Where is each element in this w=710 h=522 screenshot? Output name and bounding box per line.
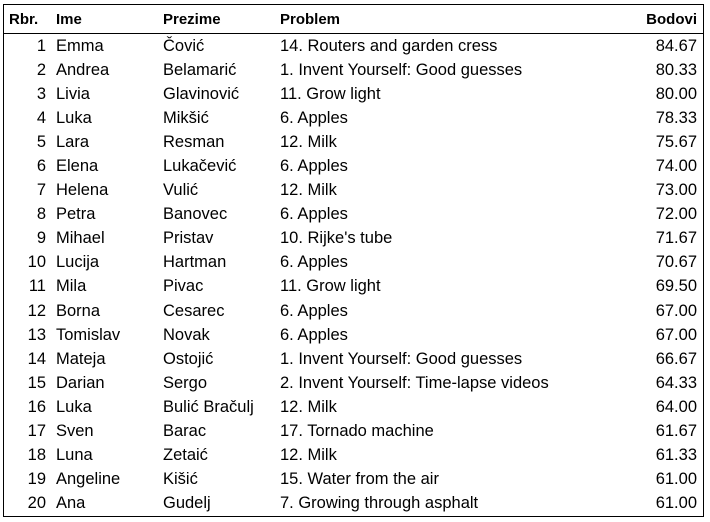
table-row [4,130,703,154]
cell-rbr: 17 [27,422,46,441]
cell-prezime: Resman [163,132,225,151]
cell-prezime: Kišić [163,470,198,489]
table-row [4,34,703,59]
cell-problem: 12. Milk [280,397,337,416]
cell-rbr: 11 [28,277,46,296]
cell-problem: 12. Milk [280,181,337,200]
cell-problem: 6. Apples [280,253,348,272]
cell-rbr: 12 [27,301,46,320]
cell-rbr: 18 [27,446,46,465]
table-header [4,5,703,34]
cell-prezime: Bulić Bračulj [163,397,254,416]
cell-prezime: Čović [163,36,205,55]
cell-bodovi: 70.67 [655,253,697,272]
cell-prezime: Barac [163,422,207,441]
cell-problem: 10. Rijke's tube [280,229,393,248]
cell-prezime: Banovec [163,205,228,224]
cell-ime: Sven [56,422,94,441]
cell-problem: 14. Routers and garden cress [280,36,498,55]
cell-prezime: Hartman [163,253,227,272]
cell-rbr: 9 [36,229,46,248]
table-row [4,420,703,444]
cell-bodovi: 72.00 [655,205,697,224]
cell-bodovi: 80.33 [655,60,697,79]
cell-rbr: 10 [27,253,46,272]
cell-prezime: Pivac [163,277,204,296]
cell-rbr: 6 [36,157,46,176]
table-row [4,347,703,371]
cell-rbr: 19 [27,470,46,489]
results-table [4,5,703,516]
table-row [4,468,703,492]
cell-ime: Petra [56,205,96,224]
cell-ime: Mihael [56,229,105,248]
cell-bodovi: 78.33 [655,108,697,127]
cell-ime: Mila [56,277,87,296]
cell-problem: 1. Invent Yourself: Good guesses [280,349,523,368]
cell-bodovi: 61.00 [655,470,697,489]
table-row [4,203,703,227]
cell-prezime: Pristav [163,229,214,248]
table-row [4,371,703,395]
cell-rbr: 3 [36,84,46,103]
cell-rbr: 14 [27,349,46,368]
table-row [4,179,703,203]
cell-problem: 12. Milk [280,446,337,465]
cell-problem: 12. Milk [280,132,337,151]
table-row [4,395,703,419]
cell-ime: Andrea [56,60,110,79]
cell-ime: Luka [56,397,92,416]
cell-bodovi: 61.67 [655,422,697,441]
cell-prezime: Lukačević [163,157,237,176]
cell-ime: Angeline [56,470,121,489]
cell-rbr: 20 [27,494,46,513]
cell-ime: Mateja [56,349,106,368]
header-rbr: Rbr. [4,5,56,34]
table-row [4,227,703,251]
cell-prezime: Ostojić [163,349,214,368]
header-ime: Ime [56,5,163,34]
cell-prezime: Mikšić [163,108,209,127]
cell-problem: 1. Invent Yourself: Good guesses [280,60,523,79]
cell-bodovi: 64.33 [655,373,697,392]
cell-bodovi: 80.00 [655,84,697,103]
cell-problem: 2. Invent Yourself: Time-lapse videos [280,373,549,392]
cell-problem: 17. Tornado machine [280,422,434,441]
cell-problem: 11. Grow light [280,84,381,103]
cell-ime: Emma [56,36,104,55]
cell-ime: Darian [56,373,105,392]
cell-bodovi: 69.50 [655,277,697,296]
header-prezime: Prezime [163,5,280,34]
table-row [4,154,703,178]
header-row [4,5,703,34]
cell-problem: 6. Apples [280,205,348,224]
cell-bodovi: 73.00 [655,181,697,200]
table-row [4,275,703,299]
cell-prezime: Belamarić [163,60,237,79]
cell-ime: Luna [56,446,93,465]
cell-prezime: Vulić [163,181,199,200]
header-problem: Problem [280,5,620,34]
cell-ime: Tomislav [56,325,121,344]
cell-prezime: Gudelj [163,494,211,513]
cell-problem: 6. Apples [280,301,348,320]
cell-ime: Lucija [56,253,100,272]
cell-prezime: Zetaić [163,446,208,465]
cell-bodovi: 75.67 [655,132,697,151]
cell-rbr: 16 [27,397,46,416]
table-row [4,444,703,468]
cell-rbr: 5 [36,132,46,151]
cell-rbr: 1 [36,36,46,55]
table-row [4,492,703,516]
cell-rbr: 4 [36,108,46,127]
cell-ime: Luka [56,108,92,127]
cell-ime: Helena [56,181,109,200]
cell-bodovi: 64.00 [655,397,697,416]
cell-prezime: Novak [163,325,210,344]
cell-problem: 6. Apples [280,325,348,344]
cell-problem: 7. Growing through asphalt [280,494,479,513]
cell-bodovi: 71.67 [655,229,697,248]
cell-ime: Livia [56,84,90,103]
cell-problem: 6. Apples [280,108,348,127]
cell-rbr: 13 [27,325,46,344]
table-row [4,82,703,106]
cell-problem: 11. Grow light [280,277,381,296]
results-sheet [3,4,704,517]
table-row [4,323,703,347]
table-row [4,58,703,82]
cell-ime: Lara [56,132,90,151]
cell-rbr: 2 [36,60,46,79]
table-body [4,34,703,516]
cell-ime: Elena [56,157,99,176]
cell-problem: 15. Water from the air [280,470,439,489]
cell-problem: 6. Apples [280,157,348,176]
table-row [4,251,703,275]
cell-bodovi: 61.00 [655,494,697,513]
cell-ime: Borna [56,301,101,320]
cell-bodovi: 84.67 [655,36,697,55]
header-bodovi: Bodovi [620,5,703,34]
cell-bodovi: 67.00 [655,301,697,320]
cell-prezime: Glavinović [163,84,240,103]
cell-prezime: Cesarec [163,301,225,320]
cell-rbr: 15 [27,373,46,392]
cell-ime: Ana [56,494,86,513]
table-row [4,106,703,130]
table-row [4,299,703,323]
cell-prezime: Sergo [163,373,208,392]
cell-bodovi: 67.00 [655,325,697,344]
cell-rbr: 7 [36,181,46,200]
cell-rbr: 8 [36,205,46,224]
cell-bodovi: 66.67 [655,349,697,368]
cell-bodovi: 74.00 [655,157,697,176]
cell-bodovi: 61.33 [655,446,697,465]
